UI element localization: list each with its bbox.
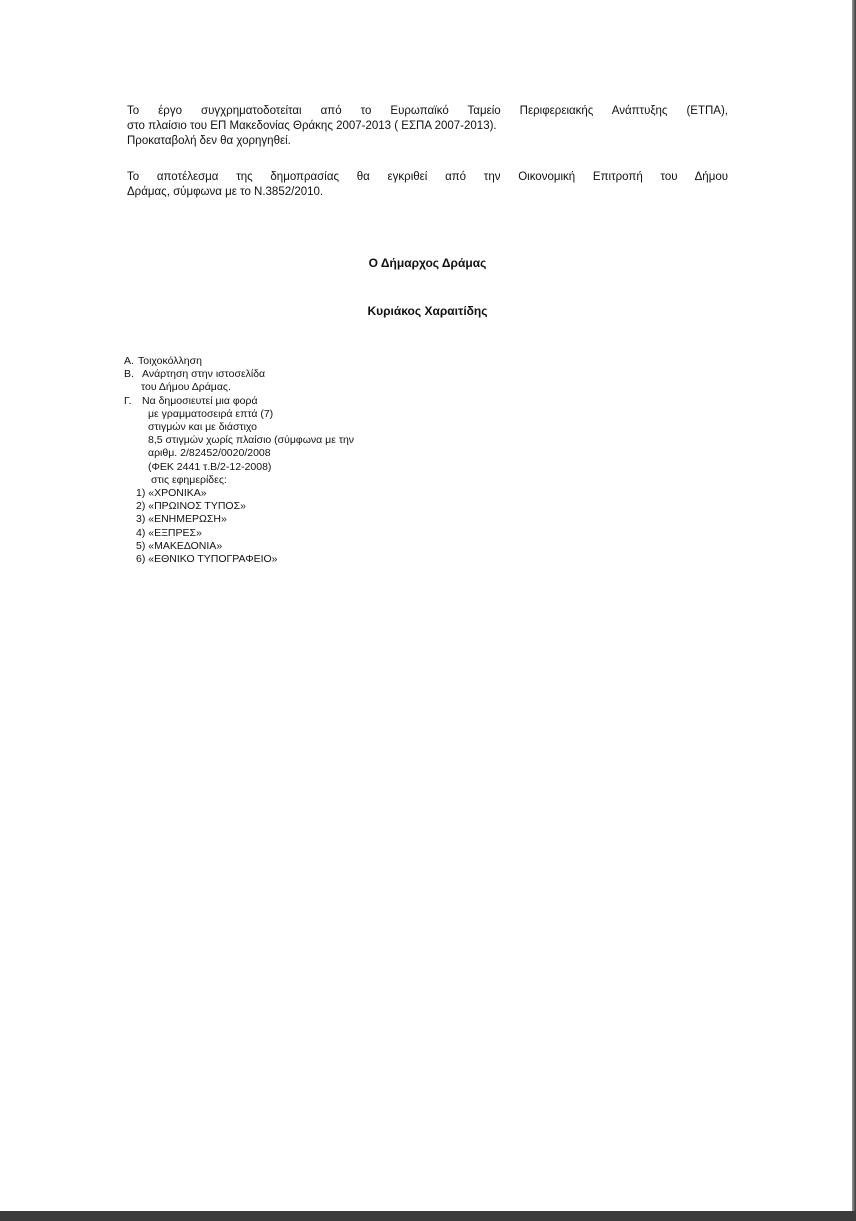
signature-name: Κυριάκος Χαραιτίδης: [367, 304, 488, 318]
list-text: (ΦΕΚ 2441 τ.Β/2-12-2008): [148, 460, 272, 473]
newspaper-item: 3) «ΕΝΗΜΕΡΩΣΗ»: [136, 513, 227, 526]
list-text: Τοιχοκόλληση: [138, 355, 202, 367]
approval-paragraph: [127, 170, 728, 200]
text-line: Προκαταβολή δεν θα χορηγηθεί.: [127, 135, 291, 147]
list-text: στις εφημερίδες:: [151, 473, 227, 486]
list-label: Γ.: [124, 394, 132, 407]
list-text: του Δήμου Δράμας.: [141, 381, 231, 394]
list-text: αριθμ. 2/82452/0020/2008: [148, 447, 271, 460]
list-item: [124, 355, 354, 368]
newspaper-item: 1) «ΧΡΟΝΙΚΑ»: [136, 487, 207, 500]
text-line: Το έργο συγχρηματοδοτείται από το Ευρωπαϊκό Ταμείο Περιφερειακής Ανάπτυξης (ΕΤΠΑ),: [127, 105, 728, 117]
newspaper-item: 5) «ΜΑΚΕΔΟΝΙΑ»: [136, 539, 223, 552]
list-text: στιγμών και με διάστιχο: [148, 421, 257, 434]
signature-title: Ο Δήμαρχος Δράμας: [368, 256, 487, 270]
distribution-list: [124, 355, 354, 566]
list-text: Να δημοσιευτεί μια φορά: [142, 394, 258, 407]
list-text: με γραμματοσειρά επτά (7): [148, 407, 274, 420]
list-label: Β.: [124, 368, 134, 381]
newspaper-item: 6) «ΕΘΝΙΚΟ ΤΥΠΟΓΡΑΦΕΙΟ»: [136, 553, 278, 566]
list-item: [124, 368, 354, 381]
text-line: Το αποτέλεσμα της δημοπρασίας θα εγκριθεί από την Οικονομική Επιτροπή του Δήμου: [127, 171, 728, 183]
list-text: 8,5 στιγμών χωρίς πλαίσιο (σύμφωνα με την: [148, 434, 355, 447]
text-line: Δράμας, σύμφωνα με το Ν.3852/2010.: [127, 186, 324, 198]
text-line: στο πλαίσιο του ΕΠ Μακεδονίας Θράκης 2007-2013 ( ΕΣΠΑ 2007-2013).: [127, 120, 497, 132]
list-label: Α.: [124, 355, 134, 367]
funding-paragraph: [127, 104, 728, 149]
list-text: Ανάρτηση στην ιστοσελίδα: [142, 368, 266, 381]
page-right-edge: [852, 0, 856, 1221]
newspaper-item: 2) «ΠΡΩΙΝΟΣ ΤΥΠΟΣ»: [136, 500, 246, 513]
viewer-bottom-bar: [0, 1211, 856, 1221]
newspaper-item: 4) «ΕΞΠΡΕΣ»: [136, 526, 202, 539]
list-item: [124, 395, 354, 408]
